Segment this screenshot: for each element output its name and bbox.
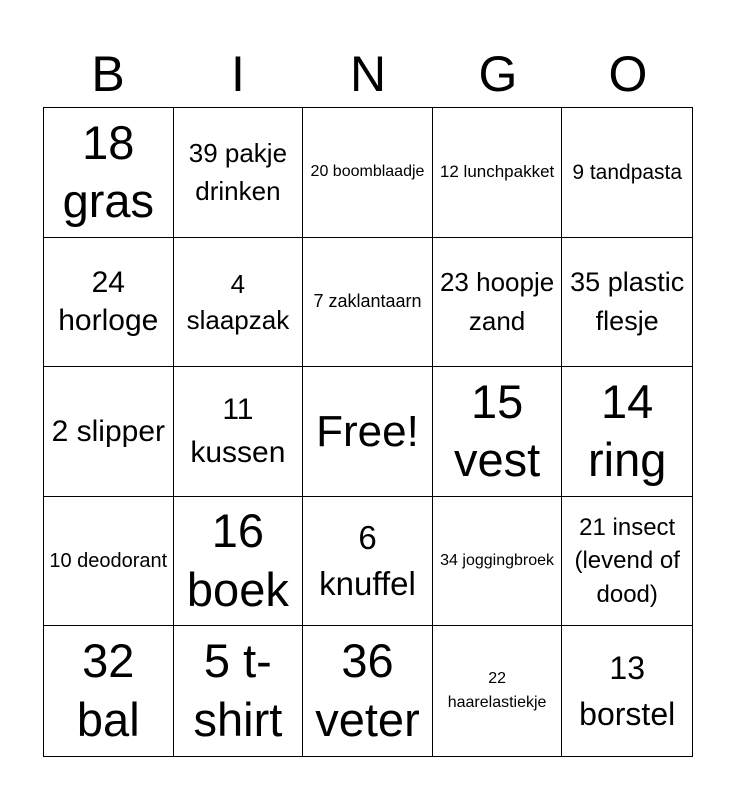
bingo-cell[interactable]: 12 lunchpakket <box>433 108 563 238</box>
bingo-cell[interactable]: 11 kussen <box>174 367 304 497</box>
bingo-header <box>43 40 693 108</box>
bingo-cell[interactable]: 16 boek <box>174 497 304 627</box>
header-letter-o: O <box>608 46 648 102</box>
bingo-cell[interactable]: 21 insect (levend of dood) <box>562 497 692 627</box>
bingo-cell[interactable]: 18 gras <box>44 108 174 238</box>
bingo-cell[interactable]: 23 hoopje zand <box>433 238 563 368</box>
bingo-cell[interactable]: 15 vest <box>433 367 563 497</box>
header-letter-b: B <box>91 46 125 102</box>
bingo-cell[interactable]: 6 knuffel <box>303 497 433 627</box>
bingo-cell[interactable]: 39 pakje drinken <box>174 108 304 238</box>
bingo-cell[interactable]: 5 t-shirt <box>174 626 304 756</box>
header-letter-n: N <box>349 46 387 102</box>
bingo-cell[interactable]: 35 plastic flesje <box>562 238 692 368</box>
bingo-cell[interactable]: 36 veter <box>303 626 433 756</box>
bingo-cell[interactable]: 20 boomblaadje <box>303 108 433 238</box>
bingo-cell[interactable]: 2 slipper <box>44 367 174 497</box>
header-letter-g: G <box>478 46 518 102</box>
bingo-cell[interactable]: 4 slaapzak <box>174 238 304 368</box>
free-space-cell[interactable]: Free! <box>303 367 433 497</box>
bingo-cell[interactable]: 9 tandpasta <box>562 108 692 238</box>
bingo-cell[interactable]: 7 zaklantaarn <box>303 238 433 368</box>
bingo-cell[interactable]: 22 haarelastiekje <box>433 626 563 756</box>
bingo-cell[interactable]: 32 bal <box>44 626 174 756</box>
bingo-cell[interactable]: 24 horloge <box>44 238 174 368</box>
bingo-cell[interactable]: 10 deodorant <box>44 497 174 627</box>
bingo-cell[interactable]: 14 ring <box>562 367 692 497</box>
bingo-card-grid <box>43 107 693 757</box>
bingo-cell[interactable]: 34 joggingbroek <box>433 497 563 627</box>
bingo-cell[interactable]: 13 borstel <box>579 649 676 733</box>
header-letter-i: I <box>231 46 245 102</box>
